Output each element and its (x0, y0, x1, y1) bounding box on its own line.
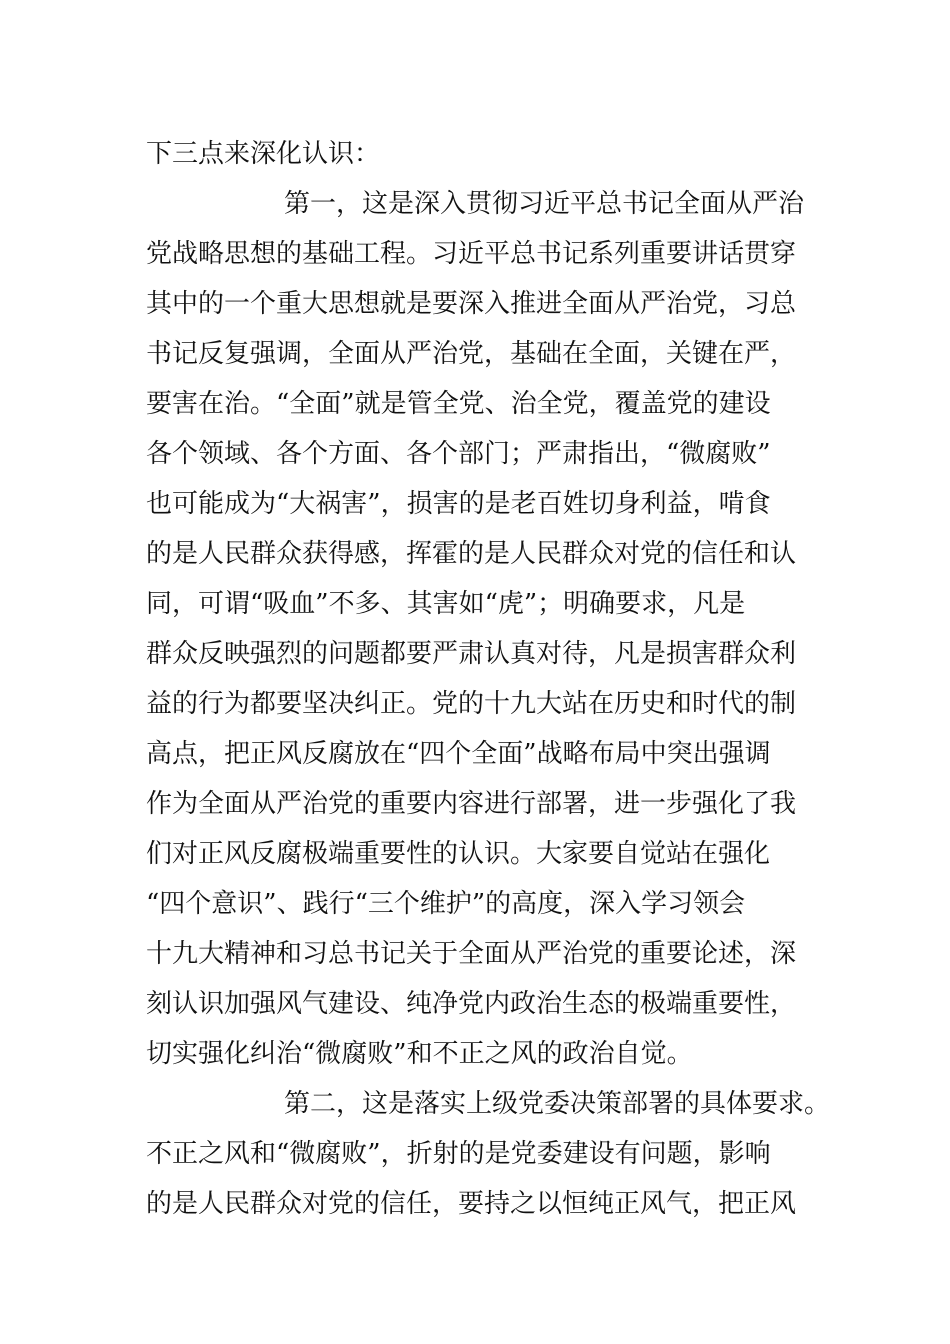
document-body (146, 129, 831, 1229)
text-line: 十九大精神和习总书记关于全面从严治党的重要论述，深 (146, 939, 797, 969)
text-line: 高点，把正风反腐放在“四个全面”战略布局中突出强调 (146, 739, 771, 769)
text-line: 党战略思想的基础工程。习近平总书记系列重要讲话贯穿 (146, 239, 797, 269)
text-line: 书记反复强调，全面从严治党，基础在全面，关键在严， (146, 339, 797, 369)
text-line: 的是人民群众对党的信任，要持之以恒纯正风气，把正风 (146, 1189, 797, 1219)
text-line: 的是人民群众获得感，挥霍的是人民群众对党的信任和认 (146, 539, 797, 569)
text-line: 群众反映强烈的问题都要严肃认真对待，凡是损害群众利 (146, 639, 797, 669)
text-line: 各个领域、各个方面、各个部门；严肃指出，“微腐败” (146, 439, 771, 469)
text-line: “四个意识”、践行“三个维护”的高度，深入学习领会 (146, 889, 746, 919)
text-line: 切实强化纠治“微腐败”和不正之风的政治自觉。 (146, 1039, 693, 1069)
text-line: 要害在治。“全面”就是管全党、治全党，覆盖党的建设 (146, 389, 771, 419)
paragraph-first-line: 第二，这是落实上级党委决策部署的具体要求。 (284, 1089, 831, 1119)
text-line: 其中的一个重大思想就是要深入推进全面从严治党，习总 (146, 289, 797, 319)
text-line: 不正之风和“微腐败”，折射的是党委建设有问题，影响 (146, 1139, 771, 1169)
text-line: 们对正风反腐极端重要性的认识。大家要自觉站在强化 (146, 839, 771, 869)
text-line: 下三点来深化认识： (146, 139, 381, 169)
text-line: 作为全面从严治党的重要内容进行部署，进一步强化了我 (146, 789, 797, 819)
text-line: 益的行为都要坚决纠正。党的十九大站在历史和时代的制 (146, 689, 797, 719)
text-line: 也可能成为“大祸害”，损害的是老百姓切身利益，啃食 (146, 489, 771, 519)
text-line: 刻认识加强风气建设、纯净党内政治生态的极端重要性， (146, 989, 797, 1019)
paragraph-first-line: 第一，这是深入贯彻习近平总书记全面从严治 (284, 189, 805, 219)
text-line: 同，可谓“吸血”不多、其害如“虎”；明确要求，凡是 (146, 589, 746, 619)
